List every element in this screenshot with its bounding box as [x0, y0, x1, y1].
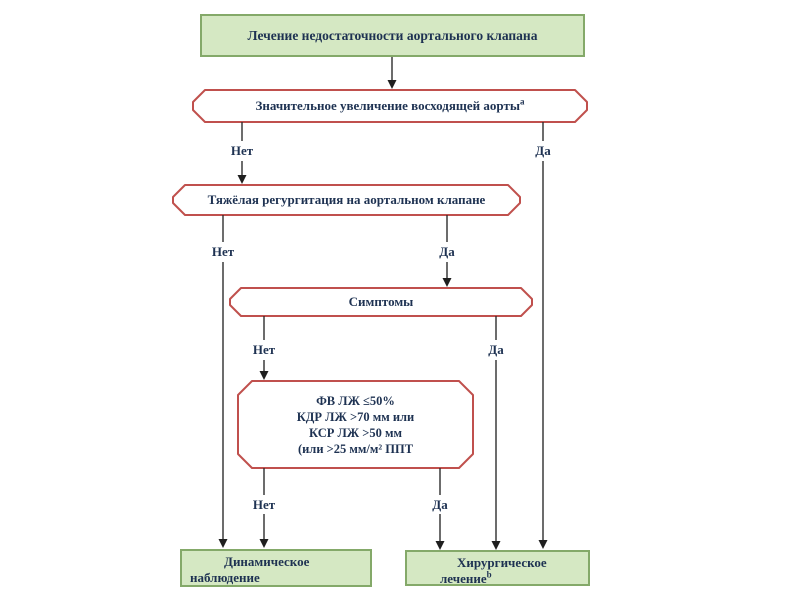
node-symptoms [230, 288, 532, 316]
edge-label-no-1: Нет [230, 143, 254, 158]
node-regurgitation [173, 185, 520, 215]
node-followup-line2: наблюдение [190, 570, 260, 585]
criteria-line-2: КДР ЛЖ >70 мм или [296, 409, 415, 424]
edge-label-yes-2: Да [439, 244, 455, 259]
node-surgery [405, 550, 590, 586]
edge-label-yes-4: Да [432, 497, 448, 512]
criteria-line-3: КСР ЛЖ >50 мм [308, 425, 403, 440]
node-root-label: Лечение недостаточности аортального клапана [247, 27, 538, 43]
node-root [200, 14, 585, 57]
edge-label-yes-1: Да [535, 143, 551, 158]
edge-label-yes-3: Да [488, 342, 504, 357]
footnote-a: a [520, 96, 525, 107]
node-followup-line1: Динамическое [224, 554, 310, 569]
footnote-b: b [486, 569, 492, 580]
edge-label-no-3: Нет [252, 342, 276, 357]
node-regurgitation-label: Тяжёлая регургитация на аортальном клапане [207, 192, 486, 207]
criteria-line-1: ФВ ЛЖ ≤50% [316, 393, 395, 408]
edge-label-no-2: Нет [211, 244, 235, 259]
edge-label-no-4: Нет [252, 497, 276, 512]
criteria-line-4: (или >25 мм/м² ППТ [297, 441, 414, 456]
node-aorta [193, 90, 587, 122]
node-surgery-line2: лечение$^b$ [440, 569, 492, 586]
node-followup [180, 549, 372, 587]
node-aorta-label: Значительное увеличение восходящей аорты$^a$ [255, 96, 525, 113]
node-criteria [238, 381, 473, 468]
node-surgery-line1: Хирургическое [457, 555, 547, 570]
node-symptoms-label: Симптомы [348, 294, 414, 309]
